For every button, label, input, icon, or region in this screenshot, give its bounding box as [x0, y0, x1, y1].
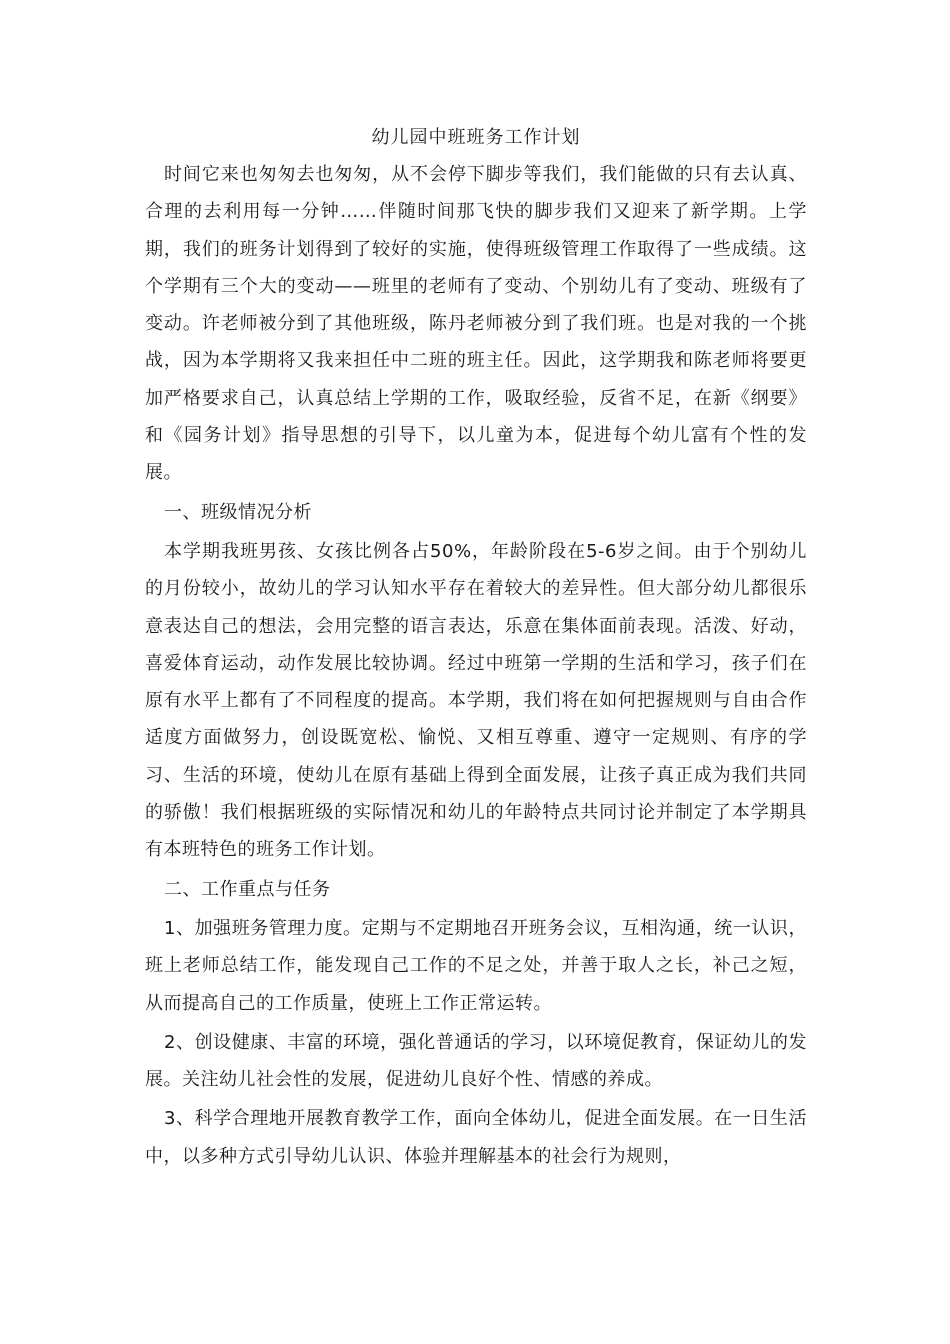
- task-item-1: 1、加强班务管理力度。定期与不定期地召开班务会议，互相沟通，统一认识，班上老师总结工作，能发现自己工作的不足之处，并善于取人之长，补己之短，从而提高自己的工作质量，使班上工作正常运转。: [145, 917, 807, 1014]
- section-heading-class-analysis: 一、班级情况分析: [164, 501, 312, 523]
- class-analysis-paragraph: 本学期我班男孩、女孩比例各占50%，年龄阶段在5-6岁之间。由于个别幼儿的月份较小，故幼儿的学习认知水平存在着较大的差异性。但大部分幼儿都很乐意表达自己的想法，会用完整的语言表达，乐意在集体面前表现。活泼、好动，喜爱体育运动，动作发展比较协调。经过中班第一学期的生活和学习，孩子们在原有水平上都有了不同程度的提高。本学期，我们将在如何把握规则与自由合作适度方面做努力，创设既宽松、愉悦、又相互尊重、遵守一定规则、有序的学习、生活的环境，使幼儿在原有基础上得到全面发展，让孩子真正成为我们共同的骄傲！我们根据班级的实际情况和幼儿的年龄特点共同讨论并制定了本学期具有本班特色的班务工作计划。: [145, 540, 807, 861]
- task-item-3: 3、科学合理地开展教育教学工作，面向全体幼儿，促进全面发展。在一日生活中，以多种方式引导幼儿认识、体验并理解基本的社会行为规则，: [145, 1108, 807, 1167]
- section-heading-tasks: 二、工作重点与任务: [164, 878, 331, 900]
- document-title: 幼儿园中班班务工作计划: [371, 127, 581, 148]
- task-item-2: 2、创设健康、丰富的环境，强化普通话的学习，以环境促教育，保证幼儿的发展。关注幼儿社会性的发展，促进幼儿良好个性、情感的养成。: [145, 1031, 807, 1091]
- intro-paragraph: 时间它来也匆匆去也匆匆，从不会停下脚步等我们，我们能做的只有去认真、合理的去利用每一分钟……伴随时间那飞快的脚步我们又迎来了新学期。上学期，我们的班务计划得到了较好的实施，使得班级管理工作取得了一些成绩。这个学期有三个大的变动——班里的老师有了变动、个别幼儿有了变动、班级有了变动。许老师被分到了其他班级，陈丹老师被分到了我们班。也是对我的一个挑战，因为本学期将又我来担任中二班的班主任。因此，这学期我和陈老师将要更加严格要求自己，认真总结上学期的工作，吸取经验，反省不足，在新《纲要》和《园务计划》指导思想的引导下，以儿童为本，促进每个幼儿富有个性的发展。: [145, 164, 807, 484]
- document-body: [145, 120, 807, 1175]
